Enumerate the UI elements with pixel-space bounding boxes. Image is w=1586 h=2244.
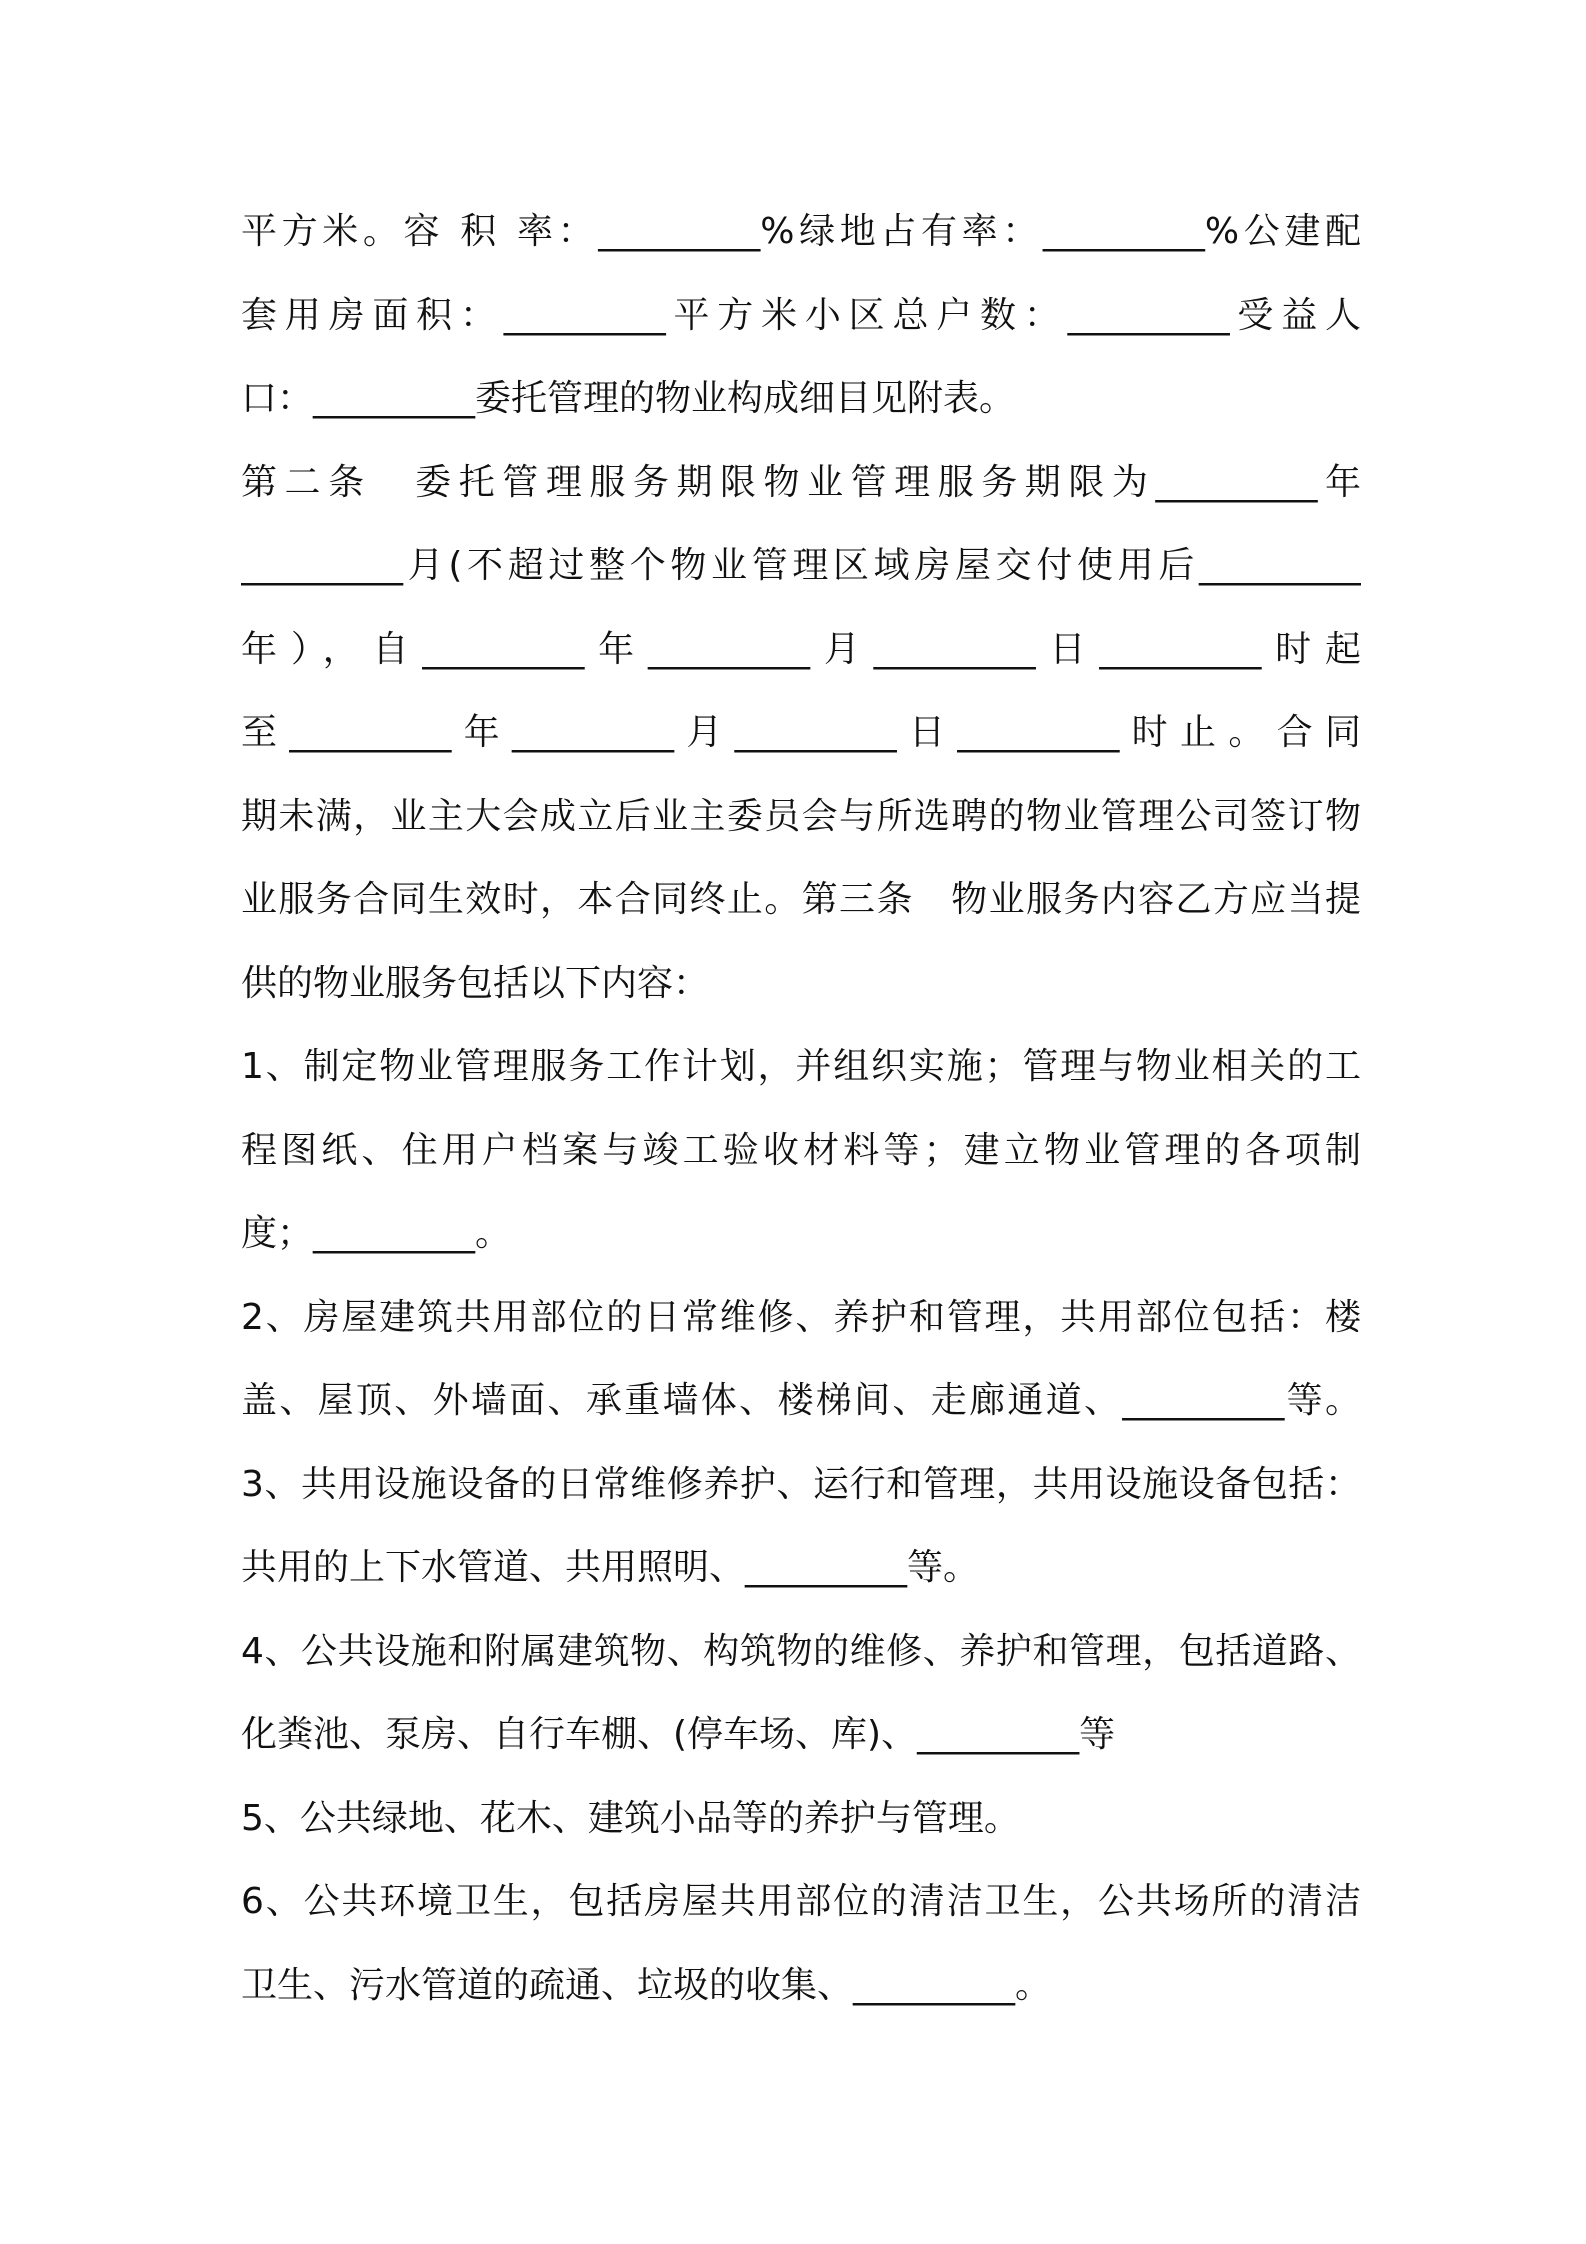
text-line-8: 期未满，业主大会成立后业主委员会与所选聘的物业管理公司签订物 bbox=[241, 795, 1361, 837]
text-line-4: 第二条 委托管理服务期限物业管理服务期限为_________年 bbox=[241, 461, 1361, 503]
text-line-7: 至_________年_________月_________日_________时止。合同 bbox=[241, 712, 1361, 753]
text-line-15: 盖、屋顶、外墙面、承重墙体、楼梯间、走廊通道、_________等。 bbox=[241, 1380, 1361, 1421]
text-line-1: 平方米。容 积 率：_________%绿地占有率：_________%公建配 bbox=[241, 211, 1361, 252]
document-page bbox=[241, 190, 1361, 2027]
text-line-17: 共用的上下水管道、共用照明、_________等。 bbox=[241, 1547, 980, 1588]
text-line-22: 卫生、污水管道的疏通、垃圾的收集、_________。 bbox=[241, 1964, 1052, 2006]
text-line-6: 年），自_________年_________月_________日_________时起 bbox=[241, 628, 1361, 670]
text-line-12: 程图纸、住用户档案与竣工验收材料等；建立物业管理的各项制 bbox=[241, 1129, 1361, 1171]
text-line-14: 2、房屋建筑共用部位的日常维修、养护和管理，共用部位包括：楼 bbox=[241, 1296, 1361, 1338]
text-line-19: 化粪池、泵房、自行车棚、(停车场、库)、_________等 bbox=[241, 1714, 1116, 1755]
text-line-2: 套用房面积：_________平方米小区总户数：_________受益人 bbox=[241, 294, 1361, 336]
text-line-21: 6、公共环境卫生，包括房屋共用部位的清洁卫生，公共场所的清洁 bbox=[241, 1881, 1361, 1922]
text-line-20: 5、公共绿地、花木、建筑小品等的养护与管理。 bbox=[241, 1797, 1020, 1839]
text-line-5: _________月(不超过整个物业管理区域房屋交付使用后_________ bbox=[241, 545, 1361, 586]
text-line-18: 4、公共设施和附属建筑物、构筑物的维修、养护和管理，包括道路、 bbox=[241, 1630, 1361, 1672]
text-line-16: 3、共用设施设备的日常维修养护、运行和管理，共用设施设备包括： bbox=[241, 1463, 1361, 1505]
text-line-3: 口：_________委托管理的物业构成细目见附表。 bbox=[241, 378, 1016, 419]
text-line-11: 1、制定物业管理服务工作计划，并组织实施；管理与物业相关的工 bbox=[241, 1046, 1361, 1087]
text-line-10: 供的物业服务包括以下内容： bbox=[241, 962, 710, 1004]
text-line-9: 业服务合同生效时，本合同终止。第三条 物业服务内容乙方应当提 bbox=[241, 879, 1361, 920]
text-line-13: 度；_________。 bbox=[241, 1213, 512, 1254]
